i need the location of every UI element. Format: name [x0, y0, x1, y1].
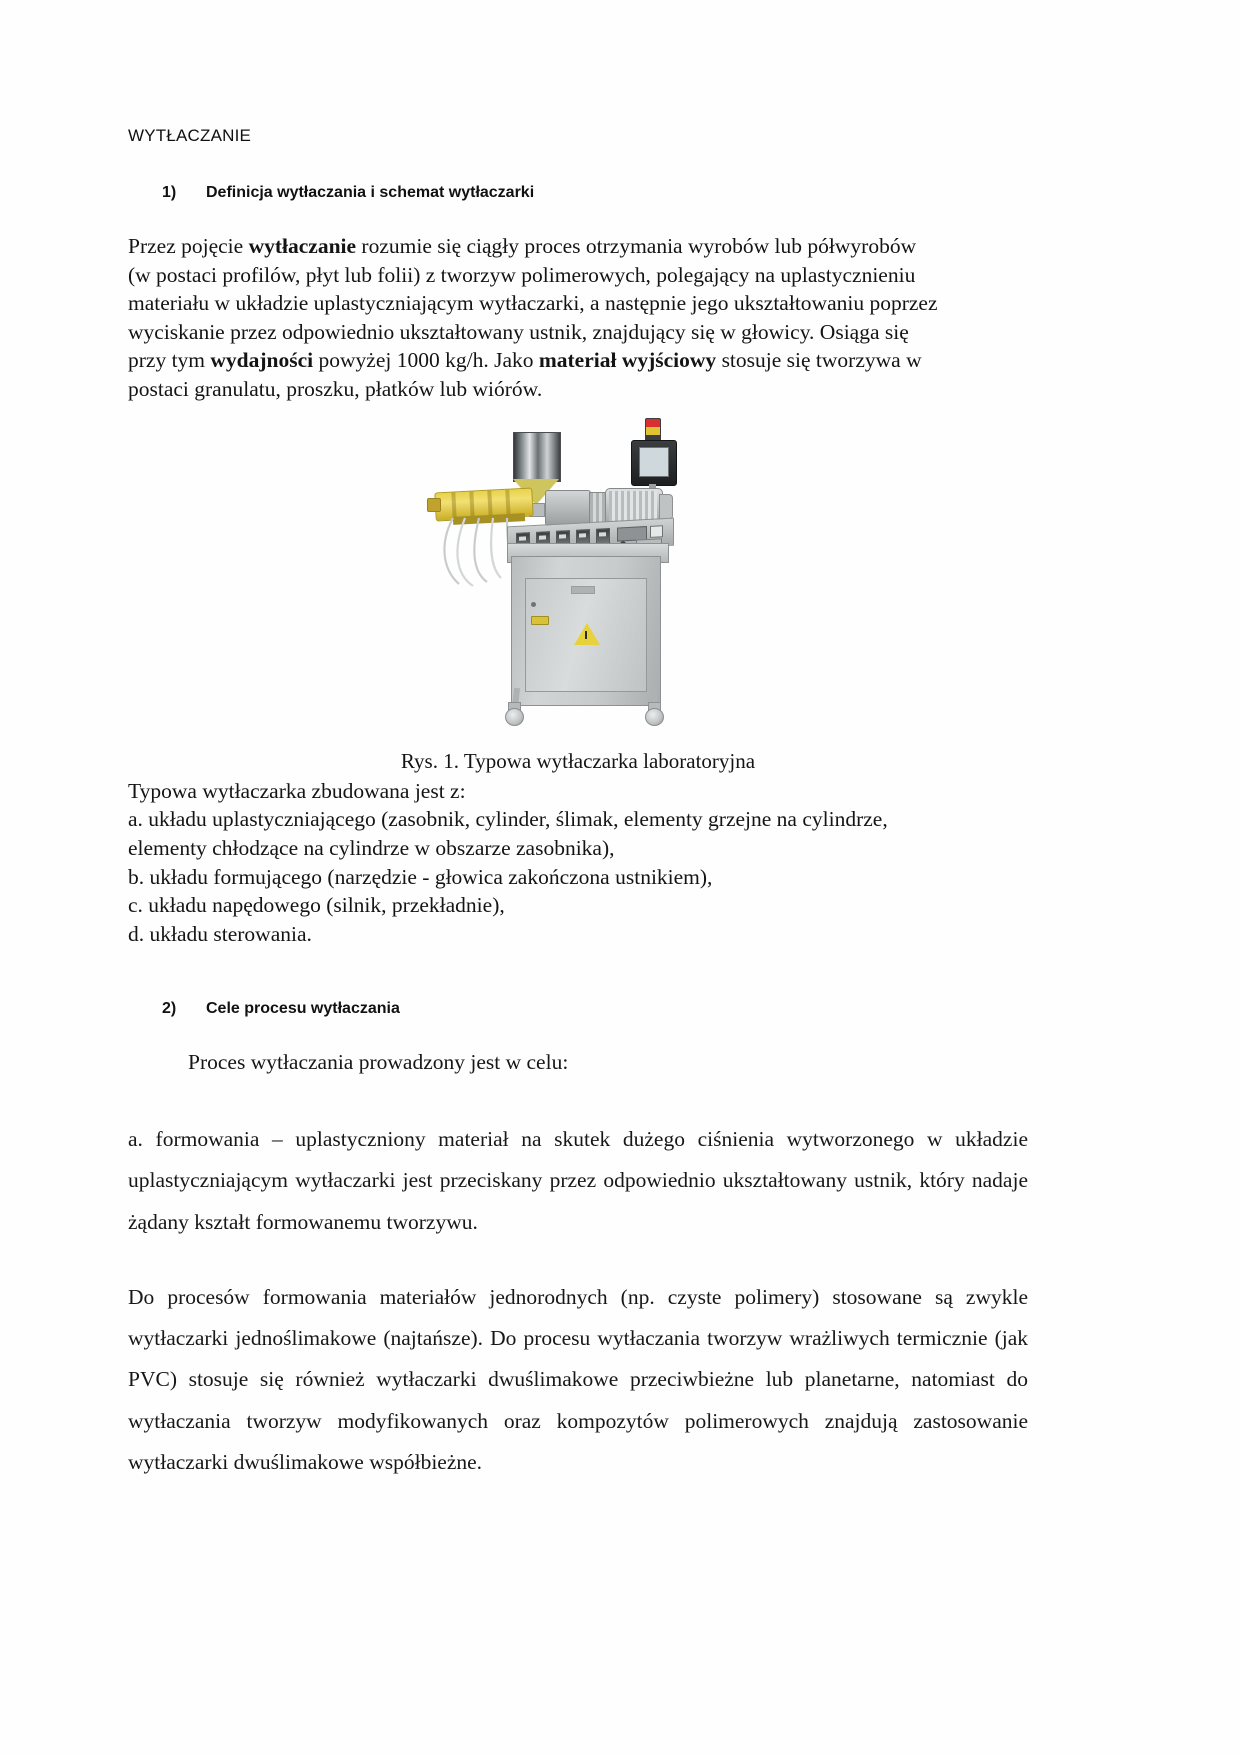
build-list-item: a. układu uplastyczniającego (zasobnik, cylinder, ślimak, elementy grzejne na cylindrze,	[128, 807, 888, 832]
section-title-2: Cele procesu wytłaczania	[206, 1000, 400, 1018]
section-title-1: Definicja wytłaczania i schemat wytłaczarki	[206, 184, 535, 201]
section-heading-2	[128, 1000, 1028, 1018]
paragraph-line: wyciskanie przez odpowiednio ukształtowany ustnik, znajdujący się w głowicy. Osiąga się	[128, 319, 909, 344]
hmi-screen	[639, 447, 669, 477]
paragraph-line: (w postaci profilów, płyt lub folii) z tworzyw polimerowych, polegający na uplastycznieniu	[128, 262, 916, 287]
motor-fins	[609, 491, 657, 521]
laboratory-extruder-photo	[433, 418, 723, 738]
cabinet-lock-icon	[531, 602, 536, 607]
hopper-tube	[513, 432, 561, 482]
motor-cap	[659, 494, 673, 520]
page-content	[128, 126, 1028, 1501]
paragraph-formowania: a. formowania – uplastyczniony materiał na skutek dużego ciśnienia wytworzonego w układzie uplastyczniającym wytłaczarki jest przeciskany przez odpowiednio ukształtowany ustnik, który nadaje żądany kształt formowanemu tworzywu.	[128, 1127, 1028, 1234]
paragraph-definition	[128, 232, 1028, 404]
caster-wheel	[645, 702, 662, 724]
section-heading-1	[128, 184, 1028, 202]
build-list-item: elementy chłodzące na cylindrze w obszarze zasobnika),	[128, 836, 615, 861]
caster-wheel	[505, 702, 522, 724]
build-list	[128, 777, 1028, 949]
paragraph-line: postaci granulatu, proszku, płatków lub wiórów.	[128, 376, 543, 401]
paragraph-line: przy tym wydajności powyżej 1000 kg/h. Jako materiał wyjściowy stosuje się tworzywa w	[128, 348, 922, 373]
warning-triangle-icon	[574, 623, 600, 645]
section-2-intro: Proces wytłaczania prowadzony jest w celu:	[188, 1050, 569, 1075]
gearbox	[545, 490, 591, 526]
build-list-item: c. układu napędowego (silnik, przekładnie),	[128, 893, 505, 918]
build-list-item: d. układu sterowania.	[128, 921, 312, 946]
paragraph-line: Przez pojęcie wytłaczanie rozumie się ciągły proces otrzymania wyrobów lub półwyrobów	[128, 234, 917, 258]
cabinet-label	[571, 586, 595, 594]
page-title: WYTŁACZANIE	[128, 126, 252, 145]
section-number-1: 1)	[162, 184, 177, 201]
cabinet-handle	[531, 616, 549, 625]
section-number-2: 2)	[162, 1000, 177, 1018]
build-list-item: b. układu formującego (narzędzie - głowica zakończona ustnikiem),	[128, 864, 713, 889]
build-list-intro: Typowa wytłaczarka zbudowana jest z:	[128, 778, 466, 803]
paragraph-procesy: Do procesów formowania materiałów jednorodnych (np. czyste polimery) stosowane są zwykle wytłaczarki jednoślimakowe (najtańsze). Do procesu wytłaczania tworzyw wrażliwych termicznie (jak PVC) stosuje się również wytłaczarki dwuślimakowe przeciwbieżne lub planetarne, natomiast do wytłaczania tworzyw modyfikowanych oraz kompozytów polimerowych znajdują zastosowanie wytłaczarki dwuślimakowe współbieżne.	[128, 1284, 1028, 1474]
figure-caption: Rys. 1. Typowa wytłaczarka laboratoryjna	[400, 748, 756, 773]
panel-display-small	[650, 525, 663, 538]
paragraph-line: materiału w układzie uplastyczniającym wytłaczarki, a następnie jego ukształtowaniu poprzez	[128, 291, 938, 316]
figure-extruder	[128, 418, 1028, 738]
